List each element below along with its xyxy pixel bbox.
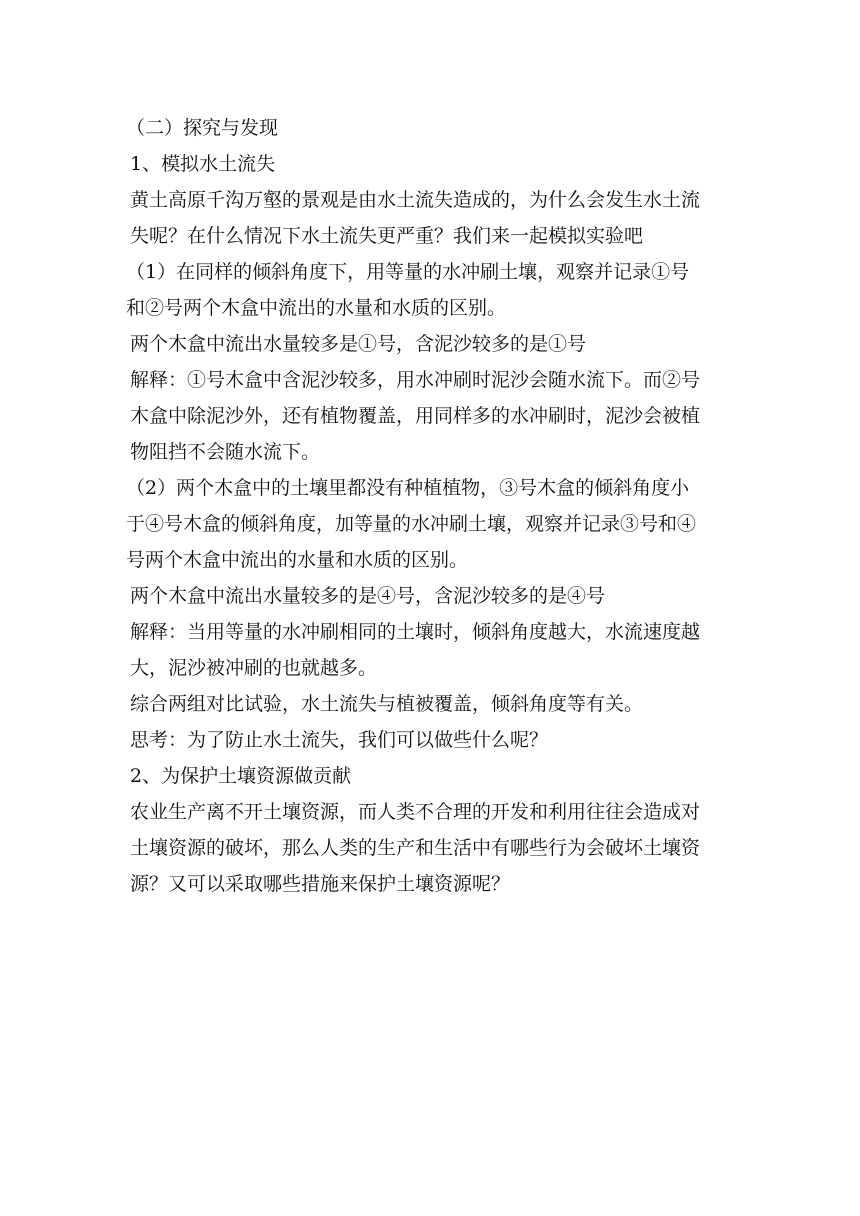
protection-paragraph: 农业生产离不开土壤资源，而人类不合理的开发和利用往往会造成对 土壤资源的破坏，那么人类的生产和生活中有哪些行为会破坏土壤资 源？又可以采取哪些措施来保护土壤资源呢？	[130, 801, 701, 895]
subsection-heading: 1、模拟水土流失	[130, 153, 276, 175]
experiment-2-explanation: 解释：当用等量的水冲刷相同的土壤时，倾斜角度越大，水流速度越 大，泥沙被冲刷的也就越多。	[130, 621, 701, 679]
conclusion-paragraph: 综合两组对比试验，水土流失与植被覆盖，倾斜角度等有关。	[130, 693, 644, 715]
intro-paragraph: 黄土高原千沟万壑的景观是由水土流失造成的，为什么会发生水土流 失呢？在什么情况下水土流失更严重？我们来一起模拟实验吧	[130, 189, 701, 247]
experiment-1-result: 两个木盒中流出水量较多是①号，含泥沙较多的是①号	[130, 333, 587, 355]
thinking-question: 思考：为了防止水土流失，我们可以做些什么呢？	[130, 729, 549, 751]
experiment-2-paragraph: （2）两个木盒中的土壤里都没有种植植物，③号木盒的倾斜角度小 于④号木盒的倾斜角度，加等量的水冲刷土壤，观察并记录③号和④ 号两个木盒中流出的水量和水质的区别。	[126, 477, 697, 571]
subsection-heading-2: 2、为保护土壤资源做贡献	[130, 765, 352, 787]
experiment-2-result: 两个木盒中流出水量较多的是④号，含泥沙较多的是④号	[130, 585, 606, 607]
experiment-1-explanation: 解释：①号木盒中含泥沙较多，用水冲刷时泥沙会随水流下。而②号 木盒中除泥沙外，还有植物覆盖，用同样多的水冲刷时，泥沙会被植 物阻挡不会随水流下。	[130, 369, 701, 463]
experiment-1-paragraph: （1）在同样的倾斜角度下，用等量的水冲刷土壤，观察并记录①号 和②号两个木盒中流出的水量和水质的区别。	[126, 261, 690, 319]
section-heading: （二）探究与发现	[126, 117, 279, 139]
document-page	[126, 110, 732, 902]
